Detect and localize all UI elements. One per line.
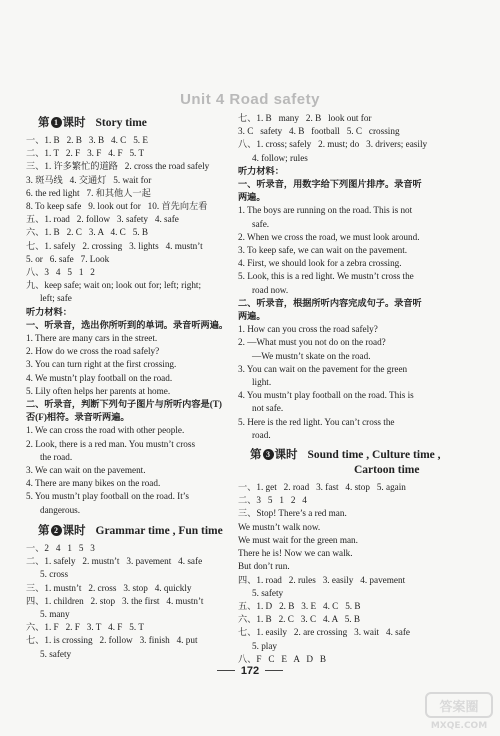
svg-text:MXQE.COM: MXQE.COM [430, 721, 488, 731]
answer-line: 5. Here is the red light. You can’t cross the [238, 416, 395, 427]
lesson-3-heading [250, 448, 474, 478]
lesson-title: Story time [95, 117, 147, 129]
answer-line: 3. You can wait on the pavement for the green [238, 363, 408, 374]
answer-line: 1. The boys are running on the road. This is not [238, 205, 413, 216]
answer-line: 八、1. cross; safely 2. must; do 3. drivers; easily [238, 139, 428, 150]
answer-line: 4. First, we should look for a zebra crossing. [238, 258, 402, 269]
lesson-suffix: 课时 [62, 524, 86, 537]
watermark-logo [424, 691, 494, 731]
lesson-prefix: 第 [250, 449, 262, 462]
answer-line: 二、1. T 2. F 3. F 4. F 5. T [26, 148, 145, 159]
answer-line: We mustn’t walk now. [238, 521, 321, 532]
lesson-prefix: 第 [38, 117, 50, 129]
answer-line: 2. How do we cross the road safely? [26, 346, 160, 357]
lesson-2-answers-continued [238, 112, 474, 442]
answer-line: dangerous. [40, 504, 81, 515]
answer-line: 听力材料： [238, 165, 284, 176]
answer-line: 1. There are many cars in the street. [26, 333, 158, 344]
answer-line: 5. many [40, 608, 70, 619]
lesson-1-answers [26, 134, 248, 517]
answer-line: 4. follow; rules [252, 152, 308, 163]
lesson-number-badge: 3 [263, 449, 274, 460]
answer-line: 5. Lily often helps her parents at home. [26, 385, 171, 396]
answer-line: 3. To keep safe, we can wait on the pavement. [238, 245, 408, 256]
answer-line: 一、听录音，选出你所听到的单词。录音听两遍。 [26, 319, 229, 330]
answer-line: 3. You can turn right at the first crossing. [26, 359, 177, 370]
lesson-prefix: 第 [38, 524, 50, 537]
answer-line: 5. safety [40, 648, 72, 659]
lesson-title-line1: Sound time , Culture time , [307, 449, 441, 462]
page-number-dash [217, 670, 235, 671]
page-number-dash [265, 670, 283, 671]
answer-line: 2. Look, there is a red man. You mustn’t cross [26, 438, 196, 449]
answer-line: 6. the red light 7. 和其他人一起 [26, 187, 151, 198]
lesson-suffix: 课时 [62, 117, 86, 129]
answer-line: 四、1. children 2. stop 3. the first 4. mustn’t [26, 595, 204, 606]
answer-line: 5. play [252, 640, 278, 651]
answer-line: 七、1. safely 2. crossing 3. lights 4. mustn’t [26, 240, 203, 251]
answer-line: 一、1. B 2. B 3. B 4. C 5. E [26, 135, 148, 145]
answer-line: safe. [252, 218, 270, 229]
answer-line: 8. To keep safe 9. look out for 10. 首先向左看 [26, 201, 208, 212]
answer-line: 听力材料： [26, 306, 72, 317]
lesson-suffix: 课时 [274, 449, 298, 462]
lesson-1-heading [38, 116, 248, 131]
answer-line: light. [252, 377, 272, 388]
lesson-number-badge: 1 [51, 117, 62, 128]
answer-line: 两遍。 [238, 192, 266, 203]
answer-line: 4. We mustn’t play football on the road. [26, 372, 173, 383]
answer-line: 八、F C E A D B [238, 653, 327, 664]
answer-line: 七、1. B many 2. B look out for [238, 113, 372, 123]
answer-line: 5. Look, this is a red light. We mustn’t cross the [238, 271, 414, 282]
answer-line: 4. You mustn’t play football on the road. This is [238, 390, 414, 401]
answer-line: 两遍。 [238, 311, 266, 322]
left-column [26, 112, 248, 661]
answer-line: 3. C safety 4. B football 5. C crossing [238, 126, 400, 137]
answer-line: 二、听录音，根据所听内容完成句子。录音听 [238, 297, 422, 308]
answer-line: 5. or 6. safe 7. Look [26, 253, 110, 264]
lesson-2-heading [38, 524, 248, 539]
answer-line: 1. How can you cross the road safely? [238, 324, 378, 335]
answer-line: 4. There are many bikes on the road. [26, 478, 161, 489]
answer-line: 四、1. road 2. rules 3. easily 4. pavement [238, 574, 406, 585]
answer-line: 七、1. easily 2. are crossing 3. wait 4. safe [238, 627, 410, 638]
lesson-3-answers [238, 481, 474, 666]
answer-line: 二、听录音，判断下列句子图片与所听内容是(T) [26, 399, 222, 410]
answer-line: 5. safety [252, 587, 284, 598]
lesson-number-badge: 2 [51, 525, 62, 536]
answer-line: left; safe [40, 293, 72, 304]
answer-line: 三、1. 许多繁忙的道路 2. cross the road safely [26, 161, 210, 172]
answer-line: 3. 斑马线 4. 交通灯 5. wait for [26, 174, 152, 185]
answer-line: 一、听录音，用数字给下列图片排序。录音听 [238, 179, 422, 190]
answer-line: There he is! Now we can walk. [238, 548, 353, 559]
answer-line: 一、1. get 2. road 3. fast 4. stop 5. again [238, 482, 406, 493]
answer-line: the road. [40, 451, 73, 462]
page-title: Unit 4 Road safety [180, 91, 320, 108]
answer-line: 二、1. safely 2. mustn’t 3. pavement 4. safe [26, 556, 203, 567]
lesson-title: Grammar time , Fun time [95, 524, 223, 537]
answer-line: 三、Stop! There’s a red man. [238, 508, 347, 519]
answer-line: road. [252, 429, 271, 440]
answer-line: 1. We can cross the road with other people. [26, 425, 185, 436]
page-number-value: 172 [240, 665, 260, 677]
answer-line: We must wait for the green man. [238, 534, 358, 545]
answer-line: 5. cross [40, 569, 69, 580]
lesson-2-answers [26, 542, 248, 661]
right-column [238, 112, 474, 666]
answer-line: 2. When we cross the road, we must look around. [238, 231, 420, 242]
answer-line: 二、3 5 1 2 4 [238, 495, 307, 506]
answer-line: 八、3 4 5 1 2 [26, 267, 95, 278]
answer-line: 三、1. mustn’t 2. cross 3. stop 4. quickly [26, 582, 192, 593]
answer-line: 否(F)相符。录音听两遍。 [26, 412, 130, 423]
answer-line: 5. You mustn’t play football on the road. It’s [26, 491, 189, 502]
lesson-title-line2: Cartoon time [354, 464, 420, 477]
answer-line: 五、1. D 2. B 3. E 4. C 5. B [238, 600, 361, 611]
answer-line: 九、keep safe; wait on; look out for; left; right; [26, 280, 202, 291]
answer-line: 六、1. B 2. C 3. A 4. C 5. B [26, 227, 149, 238]
answer-line: 六、1. B 2. C 3. C 4. A 5. B [238, 614, 361, 625]
svg-text:答案圈: 答案圈 [439, 700, 479, 715]
answer-line: 2. —What must you not do on the road? [238, 337, 386, 348]
answer-line: 一、2 4 1 5 3 [26, 542, 95, 553]
answer-line: —We mustn’t skate on the road. [252, 350, 371, 361]
answer-line: 3. We can wait on the pavement. [26, 465, 146, 476]
answer-line: not safe. [252, 403, 284, 414]
answer-line: 六、1. F 2. F 3. T 4. F 5. T [26, 622, 144, 633]
answer-line: 五、1. road 2. follow 3. safety 4. safe [26, 214, 179, 225]
answer-line: road now. [252, 284, 289, 295]
page-number [0, 665, 500, 677]
answer-line: But don’t run. [238, 561, 290, 572]
answer-line: 七、1. is crossing 2. follow 3. finish 4. put [26, 635, 198, 646]
